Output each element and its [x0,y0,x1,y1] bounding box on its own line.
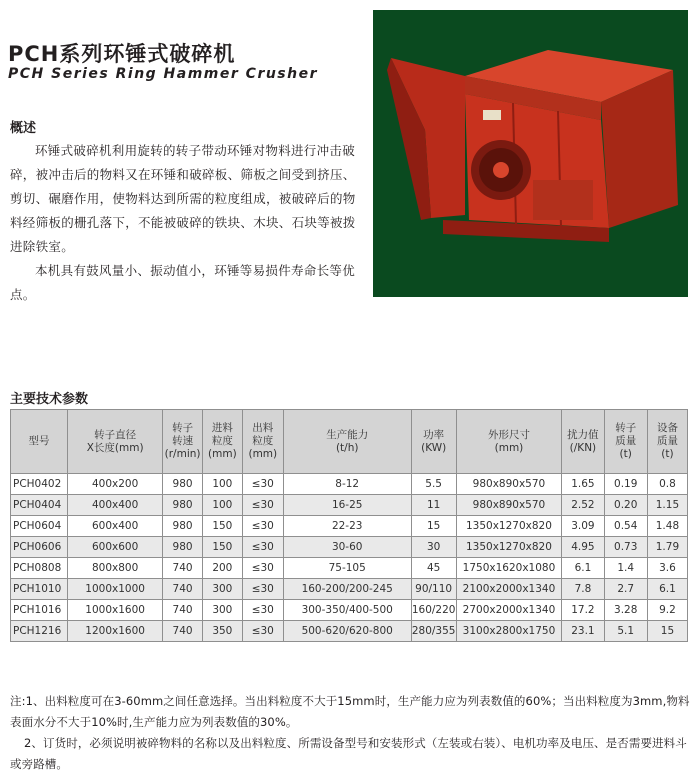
table-cell: ≤30 [242,495,283,516]
table-cell: 15 [647,621,687,642]
header-line: 转子 [615,422,637,434]
table-cell: 1350x1270x820 [456,516,562,537]
table-cell: 1350x1270x820 [456,537,562,558]
table-cell: 3.28 [604,600,647,621]
table-cell: 6.1 [562,558,604,579]
table-cell: 2.7 [604,579,647,600]
table-cell: 1.15 [647,495,687,516]
overview-paragraph-1: 环锤式破碎机利用旋转的转子带动环锤对物料进行冲击破碎，被冲击后的物料又在环锤和破碎板、筛板之间受到挤压、剪切、碾磨作用，使物料达到所需的粒度组成，被破碎后的物料经筛板的栅孔落下，不能被破碎的铁块、木块、石块等被拨进除铁室。 [10,143,356,254]
note-1: 注:1、出料粒度可在3-60mm之间任意选择。当出料粒度不大于15mm时，生产能力应为列表数值的60%；当出料粒度为3mm,物料表面水分不大于10%时,生产能力应为列表数值的30%。 [10,694,690,729]
header-line: (/KN) [569,441,597,454]
table-row [11,474,688,495]
header-line: X长度(mm) [86,441,144,454]
table-header-cell [242,410,283,474]
table-cell: 11 [411,495,456,516]
table-cell: 500-620/620-800 [283,621,411,642]
table-header-cell [604,410,647,474]
page-subtitle: PCH Series Ring Hammer Crusher [8,66,319,82]
table-cell: 100 [202,495,242,516]
header-line: 型号 [28,435,50,447]
header-line: 转子 [172,422,194,434]
table-cell: ≤30 [242,537,283,558]
table-row [11,558,688,579]
model-cell: PCH1216 [11,621,68,642]
table-cell: 3.6 [647,558,687,579]
crusher-illustration [373,10,688,297]
table-cell: 150 [202,516,242,537]
table-header-cell [283,410,411,474]
table-cell: ≤30 [242,579,283,600]
table-cell: 300 [202,600,242,621]
table-cell: ≤30 [242,558,283,579]
model-cell: PCH0808 [11,558,68,579]
table-cell: 740 [163,621,203,642]
table-cell: 45 [411,558,456,579]
params-heading: 主要技术参数 [10,392,89,407]
table-cell: 1000x1000 [67,579,162,600]
header-line: 粒度 [211,435,233,447]
table-header-row [11,410,688,474]
table-cell: 1000x1600 [67,600,162,621]
model-cell: PCH0604 [11,516,68,537]
table-cell: 75-105 [283,558,411,579]
table-cell: 300-350/400-500 [283,600,411,621]
table-cell: 980x890x570 [456,495,562,516]
spec-table [10,409,688,642]
table-row [11,516,688,537]
table-cell: 280/355 [411,621,456,642]
table-cell: ≤30 [242,474,283,495]
table-header-cell [67,410,162,474]
table-cell: 17.2 [562,600,604,621]
table-header-cell [456,410,562,474]
table-cell: 0.20 [604,495,647,516]
table-cell: 6.1 [647,579,687,600]
header-line: 设备 [656,422,678,434]
table-cell: 0.73 [604,537,647,558]
table-cell: 5.5 [411,474,456,495]
model-cell: PCH0606 [11,537,68,558]
table-cell: 16-25 [283,495,411,516]
table-cell: 8-12 [283,474,411,495]
table-row [11,579,688,600]
table-cell: 600x400 [67,516,162,537]
header-line: 转速 [172,435,194,447]
model-cell: PCH0404 [11,495,68,516]
overview-paragraph-2: 本机具有鼓风量小、振动值小，环锤等易损件寿命长等优点。 [10,263,356,302]
table-cell: 600x600 [67,537,162,558]
table-cell: 15 [411,516,456,537]
table-cell: 200 [202,558,242,579]
header-line: (t/h) [335,441,359,454]
header-line: (mm) [248,448,278,460]
table-row [11,621,688,642]
table-cell: ≤30 [242,621,283,642]
page-title: PCH系列环锤式破碎机 [8,42,236,66]
table-cell: 3100x2800x1750 [456,621,562,642]
header-line: 生产能力 [326,428,369,441]
table-cell: 100 [202,474,242,495]
table-body [11,474,688,642]
table-cell: 400x400 [67,495,162,516]
header-line: 进料 [211,422,233,434]
table-header-cell [647,410,687,474]
overview-heading: 概述 [10,121,37,136]
table-cell: 7.8 [562,579,604,600]
table-cell: ≤30 [242,600,283,621]
header-line: (mm) [208,448,237,460]
table-cell: 2700x2000x1340 [456,600,562,621]
table-cell: 0.8 [647,474,687,495]
table-row [11,600,688,621]
table-cell: 1200x1600 [67,621,162,642]
header-line: (KW) [421,441,447,454]
table-header-cell [11,410,68,474]
table-cell: 3.09 [562,516,604,537]
table-cell: 5.1 [604,621,647,642]
table-cell: 22-23 [283,516,411,537]
table-row [11,495,688,516]
table-header-cell [411,410,456,474]
model-cell: PCH1010 [11,579,68,600]
table-cell: 400x200 [67,474,162,495]
table-cell: 1750x1620x1080 [456,558,562,579]
header-line: 功率 [423,428,445,441]
table-cell: 740 [163,600,203,621]
header-line: 质量 [615,435,637,447]
table-cell: 980x890x570 [456,474,562,495]
table-header-cell [562,410,604,474]
table-cell: ≤30 [242,516,283,537]
table-cell: 980 [163,516,203,537]
table-cell: 90/110 [411,579,456,600]
header-line: 外形尺寸 [487,428,530,441]
header-line: (r/min) [164,448,201,460]
note-2: 2、订货时，必须说明被碎物料的名称以及出料粒度、所需设备型号和安装形式（左装或右装）、电机功率及电压、是否需要进料斗或旁路槽。 [10,736,687,771]
table-cell: 1.79 [647,537,687,558]
header-line: 转子直径 [94,428,137,441]
header-line: (t) [619,448,632,460]
table-cell: 23.1 [562,621,604,642]
header-line: 出料 [252,422,274,434]
model-cell: PCH0402 [11,474,68,495]
table-row [11,537,688,558]
table-cell: 800x800 [67,558,162,579]
header-line: (t) [661,448,674,460]
table-cell: 1.4 [604,558,647,579]
table-cell: 300 [202,579,242,600]
table-header-cell [163,410,203,474]
table-cell: 30 [411,537,456,558]
table-cell: 160/220 [411,600,456,621]
header-line: 质量 [656,435,678,447]
table-cell: 980 [163,495,203,516]
table-cell: 740 [163,558,203,579]
crusher-photo [373,10,688,297]
table-cell: 150 [202,537,242,558]
table-cell: 2100x2000x1340 [456,579,562,600]
table-cell: 980 [163,537,203,558]
header-line: 粒度 [252,435,274,447]
table-cell: 1.48 [647,516,687,537]
model-cell: PCH1016 [11,600,68,621]
table-cell: 9.2 [647,600,687,621]
table-header-cell [202,410,242,474]
table-cell: 160-200/200-245 [283,579,411,600]
table-cell: 0.19 [604,474,647,495]
table-cell: 4.95 [562,537,604,558]
table-cell: 350 [202,621,242,642]
table-cell: 30-60 [283,537,411,558]
header-line: 扰力值 [567,428,599,441]
table-cell: 980 [163,474,203,495]
table-cell: 740 [163,579,203,600]
table-cell: 1.65 [562,474,604,495]
header-line: (mm) [494,441,524,454]
table-cell: 2.52 [562,495,604,516]
table-cell: 0.54 [604,516,647,537]
